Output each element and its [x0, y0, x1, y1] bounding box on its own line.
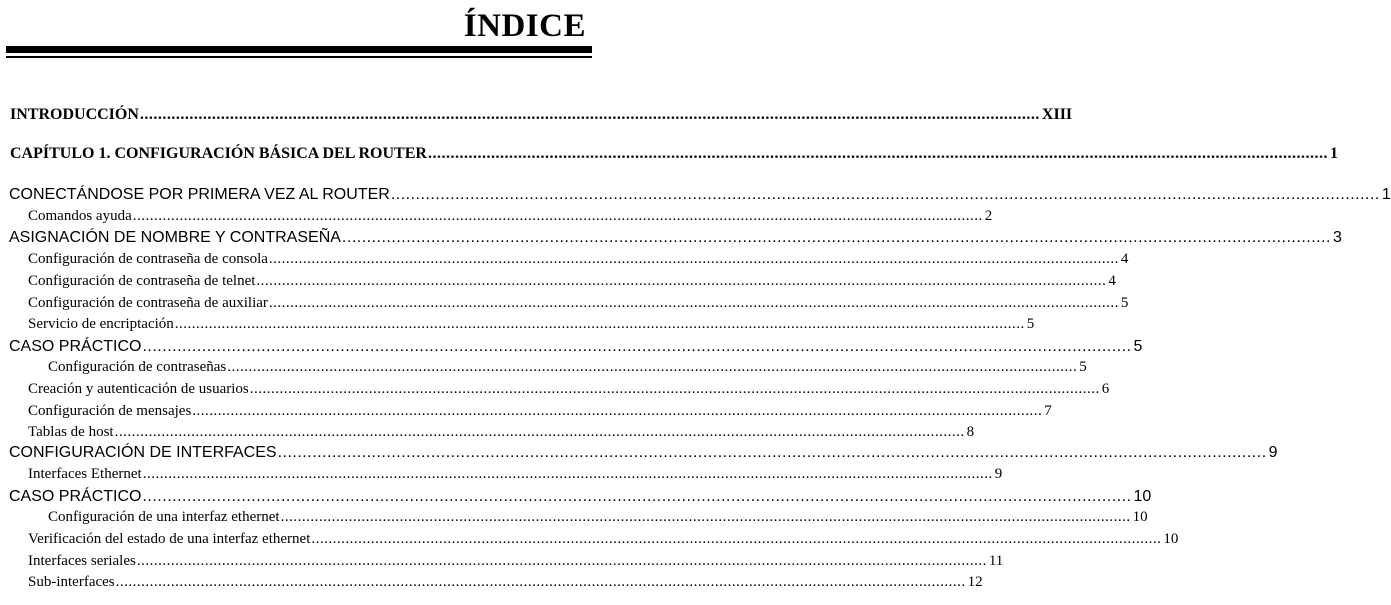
toc-entry-tablas-host[interactable]	[28, 424, 975, 441]
toc-entry-creacion-usuarios[interactable]	[28, 381, 1110, 398]
page-title: ÍNDICE	[463, 8, 586, 44]
toc-entry-page: 6	[1101, 381, 1110, 397]
toc-entry-configuracion-interfaz-ethernet[interactable]	[48, 509, 1148, 526]
toc-entry-page: 5	[1079, 359, 1087, 375]
dot-leader: ........................................................................................................................................................................................................	[249, 381, 1100, 397]
toc-entry-page: 9	[1268, 444, 1278, 461]
dot-leader: ........................................................................................................................................................................................................	[268, 295, 1119, 311]
toc-entry-introduccion[interactable]	[10, 106, 1073, 124]
toc-entry-interfaces-seriales[interactable]	[28, 553, 1004, 570]
toc-entry-label: INTRODUCCIÓN	[10, 106, 139, 123]
toc-entry-label: CAPÍTULO 1. CONFIGURACIÓN BÁSICA DEL ROUTER	[10, 145, 427, 162]
toc-entry-label: Configuración de mensajes	[28, 403, 192, 419]
toc-entry-page: 10	[1133, 488, 1152, 505]
toc-entry-servicio-encriptacion[interactable]	[28, 316, 1035, 333]
toc-entry-label: ASIGNACIÓN DE NOMBRE Y CONTRASEÑA	[9, 229, 341, 246]
toc-entry-label: CASO PRÁCTICO	[9, 488, 142, 505]
toc-entry-page: 5	[1120, 295, 1129, 311]
toc-entry-caso-practico-2[interactable]	[9, 488, 1152, 506]
toc-entry-page: 4	[1120, 251, 1129, 267]
dot-leader: ........................................................................................................................................................................................................	[268, 251, 1119, 267]
toc-entry-label: Creación y autenticación de usuarios	[28, 381, 249, 397]
dot-leader: ........................................................................................................................................................................................................	[427, 145, 1328, 162]
toc-entry-page: 1	[1329, 145, 1338, 162]
toc-entry-configuracion-contrasenas[interactable]	[48, 359, 1087, 376]
toc-entry-label: Sub-interfaces	[28, 574, 115, 590]
toc-entry-label: Tablas de host	[28, 424, 114, 440]
toc-entry-verificacion-estado[interactable]	[28, 531, 1179, 548]
toc-entry-page: 11	[988, 553, 1004, 569]
toc-entry-label: Configuración de contraseña de consola	[28, 251, 268, 267]
toc-entry-contrasena-telnet[interactable]	[28, 273, 1116, 290]
toc-entry-label: Interfaces seriales	[28, 553, 136, 569]
toc-entry-label: Configuración de contraseña de auxiliar	[28, 295, 268, 311]
toc-entry-page: XIII	[1041, 106, 1073, 123]
dot-leader: ........................................................................................................................................................................................................	[192, 403, 1043, 419]
dot-leader: ........................................................................................................................................................................................................	[132, 208, 983, 224]
toc-entry-configuracion-interfaces[interactable]	[9, 444, 1278, 462]
toc-entry-page: 8	[966, 424, 975, 440]
toc-entry-page: 12	[967, 574, 983, 590]
dot-leader: ........................................................................................................................................................................................................	[341, 229, 1331, 246]
dot-leader: ........................................................................................................................................................................................................	[390, 186, 1380, 203]
toc-entry-page: 3	[1332, 229, 1342, 246]
dot-leader: ........................................................................................................................................................................................................	[115, 574, 966, 590]
toc-entry-label: Verificación del estado de una interfaz ethernet	[28, 531, 311, 547]
toc-entry-sub-interfaces[interactable]	[28, 574, 983, 591]
toc-entry-conectandose[interactable]	[9, 186, 1391, 204]
toc-entry-label: Configuración de una interfaz ethernet	[48, 509, 280, 525]
toc-entry-comandos-ayuda[interactable]	[28, 208, 993, 225]
toc-entry-page: 4	[1108, 273, 1116, 289]
dot-leader: ........................................................................................................................................................................................................	[256, 273, 1107, 289]
dot-leader: ........................................................................................................................................................................................................	[280, 509, 1131, 525]
dot-leader: ........................................................................................................................................................................................................	[139, 106, 1040, 123]
toc-entry-page: 2	[984, 208, 993, 224]
toc-entry-page: 9	[994, 466, 1003, 482]
toc-entry-page: 7	[1044, 403, 1052, 419]
toc-entry-label: CONFIGURACIÓN DE INTERFACES	[9, 444, 277, 461]
toc-entry-asignacion[interactable]	[9, 229, 1342, 247]
dot-leader: ........................................................................................................................................................................................................	[114, 424, 965, 440]
dot-leader: ........................................................................................................................................................................................................	[136, 553, 987, 569]
toc-entry-interfaces-ethernet[interactable]	[28, 466, 1003, 483]
toc-entry-page: 5	[1026, 316, 1035, 332]
dot-leader: ........................................................................................................................................................................................................	[142, 466, 993, 482]
toc-entry-label: Comandos ayuda	[28, 208, 132, 224]
dot-leader: ........................................................................................................................................................................................................	[174, 316, 1025, 332]
toc-entry-page: 10	[1163, 531, 1179, 547]
toc-entry-label: Configuración de contraseña de telnet	[28, 273, 256, 289]
toc-entry-page: 10	[1132, 509, 1148, 525]
toc-entry-label: CONECTÁNDOSE POR PRIMERA VEZ AL ROUTER	[9, 186, 390, 203]
toc-entry-caso-practico-1[interactable]	[9, 338, 1143, 356]
dot-leader: ........................................................................................................................................................................................................	[142, 488, 1132, 505]
toc-entry-label: Interfaces Ethernet	[28, 466, 142, 482]
toc-entry-capitulo-1[interactable]	[10, 145, 1338, 163]
toc-entry-label: CASO PRÁCTICO	[9, 338, 142, 355]
toc-entry-page: 1	[1381, 186, 1391, 203]
toc-entry-configuracion-mensajes[interactable]	[28, 403, 1052, 420]
toc-entry-contrasena-consola[interactable]	[28, 251, 1129, 268]
toc-entry-page: 5	[1133, 338, 1143, 355]
dot-leader: ........................................................................................................................................................................................................	[311, 531, 1162, 547]
dot-leader: ........................................................................................................................................................................................................	[142, 338, 1132, 355]
toc-entry-contrasena-auxiliar[interactable]	[28, 295, 1129, 312]
dot-leader: ........................................................................................................................................................................................................	[277, 444, 1267, 461]
toc-entry-label: Servicio de encriptación	[28, 316, 174, 332]
toc-entry-label: Configuración de contraseñas	[48, 359, 227, 375]
dot-leader: ........................................................................................................................................................................................................	[227, 359, 1078, 375]
